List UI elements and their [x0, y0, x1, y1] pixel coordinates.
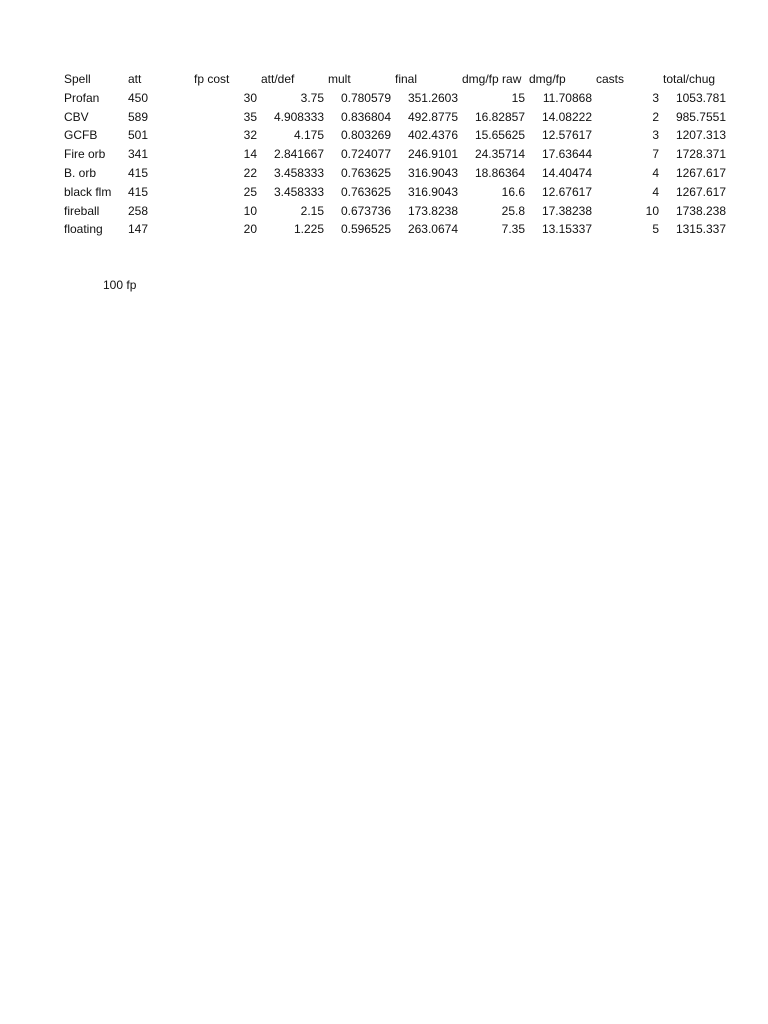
cell-att-def: 2.15 [300, 203, 324, 218]
cell-att-def: 4.908333 [273, 109, 324, 124]
cell-spell: Profan [64, 90, 100, 105]
cell-spell: CBV [64, 109, 89, 124]
cell-fp-cost: 32 [243, 128, 257, 143]
cell-total-chug: 1053.781 [675, 90, 726, 105]
cell-total-chug: 985.7551 [675, 109, 726, 124]
cell-mult: 0.763625 [340, 184, 391, 199]
cell-att: 147 [128, 222, 149, 237]
cell-dmg-fp-raw: 15.65625 [474, 128, 525, 143]
cell-dmg-fp: 13.15337 [541, 222, 592, 237]
cell-casts: 5 [652, 222, 659, 237]
cell-mult: 0.673736 [340, 203, 391, 218]
cell-casts: 2 [652, 109, 659, 124]
cell-casts: 4 [652, 184, 659, 199]
cell-att: 450 [128, 90, 149, 105]
cell-total-chug: 1207.313 [675, 128, 726, 143]
cell-final: 351.2603 [407, 90, 458, 105]
cell-fp-cost: 20 [243, 222, 257, 237]
cell-att-def: 3.458333 [273, 165, 324, 180]
cell-att-def: 3.75 [300, 90, 324, 105]
cell-fp-cost: 30 [243, 90, 257, 105]
cell-dmg-fp: 17.63644 [541, 147, 592, 162]
cell-final: 402.4376 [407, 128, 458, 143]
header-spell: Spell [64, 72, 91, 86]
cell-total-chug: 1267.617 [675, 184, 726, 199]
cell-att-def: 2.841667 [273, 147, 324, 162]
cell-fp-cost: 22 [243, 165, 257, 180]
cell-casts: 3 [652, 128, 659, 143]
table-body [62, 89, 728, 239]
spell-table [62, 70, 728, 239]
cell-dmg-fp-raw: 15 [511, 90, 525, 105]
header-dmg-fp-raw: dmg/fp raw [462, 72, 522, 86]
table-row [62, 89, 728, 108]
cell-dmg-fp-raw: 18.86364 [474, 165, 525, 180]
cell-final: 246.9101 [407, 147, 458, 162]
header-casts: casts [596, 72, 625, 86]
header-fp-cost: fp cost [194, 72, 230, 86]
header-att: att [128, 72, 142, 86]
cell-att: 415 [128, 184, 149, 199]
cell-dmg-fp: 14.40474 [541, 165, 592, 180]
cell-dmg-fp-raw: 7.35 [501, 222, 525, 237]
cell-att-def: 3.458333 [273, 184, 324, 199]
cell-spell: fireball [64, 203, 100, 218]
cell-total-chug: 1267.617 [675, 165, 726, 180]
cell-spell: black flm [64, 184, 112, 199]
fp-note: 100 fp [103, 278, 137, 292]
cell-att: 341 [128, 147, 149, 162]
cell-fp-cost: 14 [243, 147, 257, 162]
cell-fp-cost: 25 [243, 184, 257, 199]
cell-dmg-fp: 11.70868 [542, 90, 592, 105]
table-row [62, 164, 728, 183]
cell-mult: 0.724077 [340, 147, 391, 162]
table-row [62, 145, 728, 164]
cell-spell: Fire orb [64, 147, 106, 162]
cell-final: 492.8775 [407, 109, 458, 124]
cell-casts: 4 [652, 165, 659, 180]
header-dmg-fp: dmg/fp [529, 72, 566, 86]
table-row [62, 108, 728, 127]
cell-total-chug: 1315.337 [675, 222, 726, 237]
cell-dmg-fp-raw: 16.6 [501, 184, 525, 199]
cell-att: 589 [128, 109, 149, 124]
cell-fp-cost: 10 [243, 203, 257, 218]
cell-spell: GCFB [64, 128, 98, 143]
cell-total-chug: 1728.371 [675, 147, 726, 162]
cell-att: 415 [128, 165, 149, 180]
cell-att: 501 [128, 128, 149, 143]
cell-dmg-fp-raw: 25.8 [501, 203, 525, 218]
cell-mult: 0.803269 [340, 128, 391, 143]
table-row [62, 183, 728, 202]
cell-mult: 0.780579 [340, 90, 391, 105]
cell-dmg-fp: 12.57617 [541, 128, 592, 143]
cell-casts: 3 [652, 90, 659, 105]
table-header [62, 70, 728, 89]
cell-final: 173.8238 [407, 203, 458, 218]
table-row [62, 220, 728, 239]
cell-spell: floating [64, 222, 103, 237]
cell-dmg-fp: 17.38238 [541, 203, 592, 218]
cell-att: 258 [128, 203, 149, 218]
cell-mult: 0.836804 [340, 109, 391, 124]
cell-dmg-fp: 12.67617 [541, 184, 592, 199]
cell-mult: 0.596525 [340, 222, 391, 237]
cell-total-chug: 1738.238 [675, 203, 726, 218]
cell-final: 316.9043 [407, 165, 458, 180]
cell-dmg-fp-raw: 16.82857 [474, 109, 525, 124]
header-row [62, 70, 728, 89]
cell-att-def: 1.225 [293, 222, 324, 237]
cell-mult: 0.763625 [340, 165, 391, 180]
header-total-chug: total/chug [663, 72, 716, 86]
header-final: final [395, 72, 418, 86]
cell-dmg-fp: 14.08222 [541, 109, 592, 124]
table-row [62, 202, 728, 221]
table-row [62, 126, 728, 145]
cell-att-def: 4.175 [293, 128, 324, 143]
cell-casts: 10 [645, 203, 659, 218]
cell-casts: 7 [652, 147, 659, 162]
cell-spell: B. orb [64, 165, 97, 180]
header-mult: mult [328, 72, 351, 86]
header-att-def: att/def [261, 72, 295, 86]
cell-final: 316.9043 [407, 184, 458, 199]
cell-dmg-fp-raw: 24.35714 [474, 147, 525, 162]
cell-fp-cost: 35 [243, 109, 257, 124]
cell-final: 263.0674 [407, 222, 458, 237]
